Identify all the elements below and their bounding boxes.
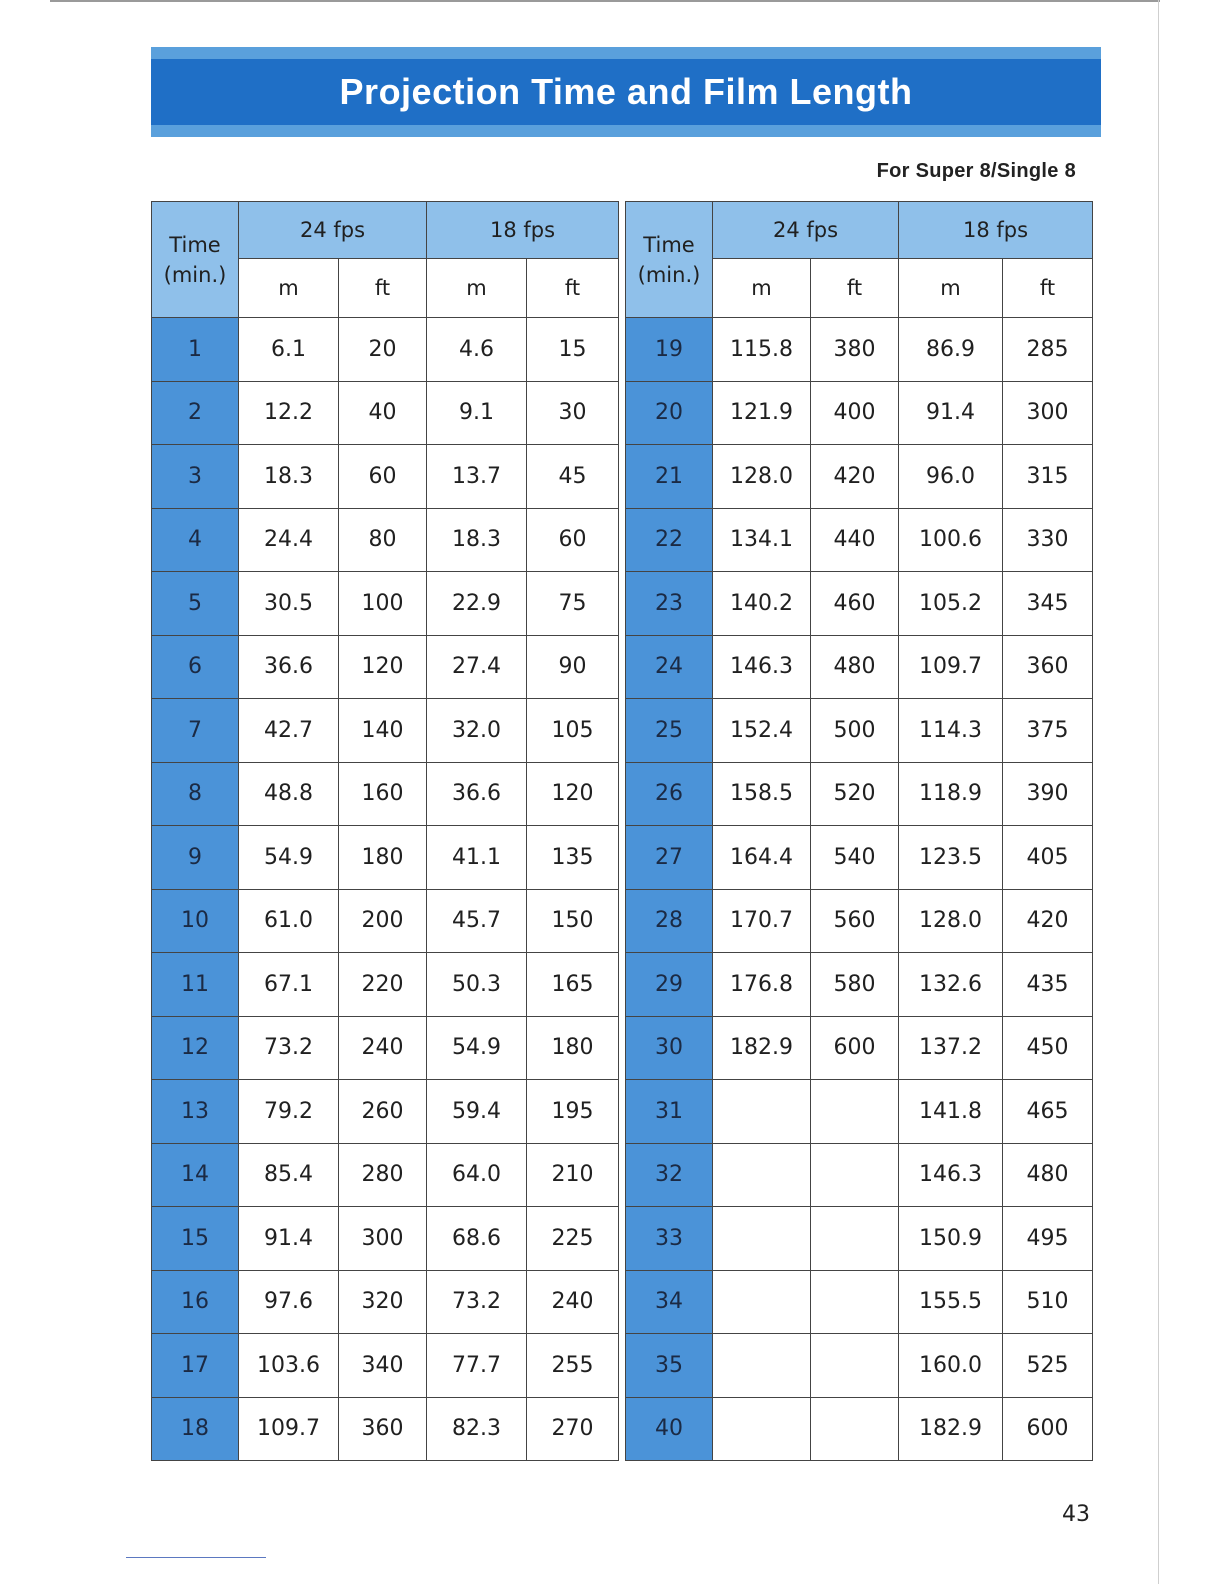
time-cell: 31 bbox=[626, 1080, 713, 1144]
fps18-ft-cell: 225 bbox=[527, 1207, 619, 1271]
time-header-label: Time bbox=[169, 232, 221, 257]
fps24-ft-header: ft bbox=[811, 259, 899, 318]
fps24-ft-cell: 520 bbox=[811, 762, 899, 826]
fps18-m-cell: 150.9 bbox=[899, 1207, 1003, 1271]
time-cell: 29 bbox=[626, 953, 713, 1017]
fps24-ft-cell: 580 bbox=[811, 953, 899, 1017]
fps24-ft-cell: 480 bbox=[811, 635, 899, 699]
fps18-m-cell: 137.2 bbox=[899, 1016, 1003, 1080]
fps18-m-cell: 9.1 bbox=[427, 381, 527, 445]
table-row bbox=[626, 1207, 1093, 1271]
table-row bbox=[152, 1080, 619, 1144]
fps24-ft-cell: 100 bbox=[339, 572, 427, 636]
fps18-ft-cell: 390 bbox=[1003, 762, 1093, 826]
fps24-ft-cell: 40 bbox=[339, 381, 427, 445]
table-row bbox=[626, 953, 1093, 1017]
fps18-ft-cell: 480 bbox=[1003, 1143, 1093, 1207]
title-banner bbox=[151, 47, 1101, 137]
fps24-ft-cell: 180 bbox=[339, 826, 427, 890]
fps24-m-cell: 109.7 bbox=[239, 1397, 339, 1461]
fps18-ft-cell: 435 bbox=[1003, 953, 1093, 1017]
fps18-ft-cell: 510 bbox=[1003, 1270, 1093, 1334]
time-cell: 34 bbox=[626, 1270, 713, 1334]
fps24-m-cell: 24.4 bbox=[239, 508, 339, 572]
fps18-m-cell: 118.9 bbox=[899, 762, 1003, 826]
fps24-m-cell: 54.9 bbox=[239, 826, 339, 890]
fps18-ft-cell: 165 bbox=[527, 953, 619, 1017]
time-cell: 15 bbox=[152, 1207, 239, 1271]
table-row bbox=[152, 318, 619, 382]
fps24-m-cell: 140.2 bbox=[713, 572, 811, 636]
fps18-ft-cell: 120 bbox=[527, 762, 619, 826]
fps24-ft-cell: 320 bbox=[339, 1270, 427, 1334]
fps18-ft-cell: 180 bbox=[527, 1016, 619, 1080]
fps18-ft-cell: 600 bbox=[1003, 1397, 1093, 1461]
top-rule bbox=[50, 0, 1160, 2]
fps18-m-cell: 123.5 bbox=[899, 826, 1003, 890]
fps24-ft-header: ft bbox=[339, 259, 427, 318]
fps24-m-header: m bbox=[239, 259, 339, 318]
table-row bbox=[626, 1143, 1093, 1207]
page-number: 43 bbox=[1062, 1502, 1090, 1527]
table-row bbox=[626, 1016, 1093, 1080]
time-cell: 12 bbox=[152, 1016, 239, 1080]
fps24-m-cell bbox=[713, 1334, 811, 1398]
fps24-m-cell: 18.3 bbox=[239, 445, 339, 509]
time-cell: 19 bbox=[626, 318, 713, 382]
time-cell: 4 bbox=[152, 508, 239, 572]
table-row bbox=[626, 762, 1093, 826]
fps24-m-cell bbox=[713, 1397, 811, 1461]
fps24-ft-cell bbox=[811, 1080, 899, 1144]
time-cell: 21 bbox=[626, 445, 713, 509]
fps24-ft-cell: 460 bbox=[811, 572, 899, 636]
fps24-m-cell: 146.3 bbox=[713, 635, 811, 699]
format-subtitle: For Super 8/Single 8 bbox=[876, 160, 1076, 182]
fps18-ft-cell: 30 bbox=[527, 381, 619, 445]
fps24-m-cell: 164.4 bbox=[713, 826, 811, 890]
fps18-m-cell: 160.0 bbox=[899, 1334, 1003, 1398]
fps24-m-cell bbox=[713, 1143, 811, 1207]
time-cell: 13 bbox=[152, 1080, 239, 1144]
fps18-m-cell: 132.6 bbox=[899, 953, 1003, 1017]
fps18-m-cell: 13.7 bbox=[427, 445, 527, 509]
fps24-m-cell: 73.2 bbox=[239, 1016, 339, 1080]
table-row bbox=[626, 445, 1093, 509]
fps18-ft-cell: 495 bbox=[1003, 1207, 1093, 1271]
time-cell: 14 bbox=[152, 1143, 239, 1207]
fps24-ft-cell: 60 bbox=[339, 445, 427, 509]
fps18-ft-cell: 285 bbox=[1003, 318, 1093, 382]
fps24-ft-cell: 340 bbox=[339, 1334, 427, 1398]
fps18-ft-cell: 45 bbox=[527, 445, 619, 509]
time-cell: 2 bbox=[152, 381, 239, 445]
fps24-ft-cell: 240 bbox=[339, 1016, 427, 1080]
fps24-ft-cell: 140 bbox=[339, 699, 427, 763]
fps18-m-cell: 77.7 bbox=[427, 1334, 527, 1398]
fps24-m-cell bbox=[713, 1080, 811, 1144]
table-row bbox=[626, 1397, 1093, 1461]
fps24-m-cell: 12.2 bbox=[239, 381, 339, 445]
time-cell: 27 bbox=[626, 826, 713, 890]
fps18-m-cell: 50.3 bbox=[427, 953, 527, 1017]
fps18-ft-cell: 375 bbox=[1003, 699, 1093, 763]
time-header bbox=[626, 202, 713, 318]
fps24-m-cell: 152.4 bbox=[713, 699, 811, 763]
fps24-ft-cell bbox=[811, 1143, 899, 1207]
fps18-ft-cell: 15 bbox=[527, 318, 619, 382]
fps24-m-cell: 115.8 bbox=[713, 318, 811, 382]
fps24-ft-cell: 500 bbox=[811, 699, 899, 763]
time-cell: 11 bbox=[152, 953, 239, 1017]
time-cell: 25 bbox=[626, 699, 713, 763]
table-row bbox=[626, 1334, 1093, 1398]
fps24-ft-cell: 560 bbox=[811, 889, 899, 953]
fps18-ft-cell: 240 bbox=[527, 1270, 619, 1334]
fps18-m-cell: 82.3 bbox=[427, 1397, 527, 1461]
fps24-ft-cell: 400 bbox=[811, 381, 899, 445]
time-cell: 7 bbox=[152, 699, 239, 763]
fps18-m-cell: 32.0 bbox=[427, 699, 527, 763]
fps24-m-cell: 42.7 bbox=[239, 699, 339, 763]
left-table-body bbox=[152, 318, 619, 1461]
table-row bbox=[152, 635, 619, 699]
fps18-m-cell: 96.0 bbox=[899, 445, 1003, 509]
time-cell: 16 bbox=[152, 1270, 239, 1334]
time-cell: 5 bbox=[152, 572, 239, 636]
table-row bbox=[152, 508, 619, 572]
fps18-ft-cell: 255 bbox=[527, 1334, 619, 1398]
fps18-ft-cell: 420 bbox=[1003, 889, 1093, 953]
fps18-m-cell: 59.4 bbox=[427, 1080, 527, 1144]
fps24-m-cell: 121.9 bbox=[713, 381, 811, 445]
fps18-m-cell: 18.3 bbox=[427, 508, 527, 572]
table-row bbox=[152, 381, 619, 445]
projection-table-right bbox=[625, 201, 1093, 1461]
table-row bbox=[152, 1397, 619, 1461]
time-header bbox=[152, 202, 239, 318]
fps24-ft-cell bbox=[811, 1397, 899, 1461]
fps18-ft-cell: 195 bbox=[527, 1080, 619, 1144]
fps24-m-cell bbox=[713, 1270, 811, 1334]
time-cell: 28 bbox=[626, 889, 713, 953]
fps18-m-cell: 91.4 bbox=[899, 381, 1003, 445]
time-cell: 20 bbox=[626, 381, 713, 445]
page-title: Projection Time and Film Length bbox=[339, 71, 913, 112]
table-row bbox=[626, 1270, 1093, 1334]
fps18-m-cell: 109.7 bbox=[899, 635, 1003, 699]
fps24-header: 24 fps bbox=[239, 202, 427, 259]
fps24-m-cell: 128.0 bbox=[713, 445, 811, 509]
right-table-body bbox=[626, 318, 1093, 1461]
fps18-m-cell: 100.6 bbox=[899, 508, 1003, 572]
fps18-ft-cell: 75 bbox=[527, 572, 619, 636]
time-cell: 6 bbox=[152, 635, 239, 699]
fps24-m-cell: 6.1 bbox=[239, 318, 339, 382]
time-cell: 30 bbox=[626, 1016, 713, 1080]
fps24-ft-cell: 300 bbox=[339, 1207, 427, 1271]
fps24-ft-cell: 160 bbox=[339, 762, 427, 826]
time-cell: 1 bbox=[152, 318, 239, 382]
fps18-m-cell: 146.3 bbox=[899, 1143, 1003, 1207]
fps24-m-cell: 67.1 bbox=[239, 953, 339, 1017]
fps18-ft-cell: 300 bbox=[1003, 381, 1093, 445]
fps18-ft-cell: 345 bbox=[1003, 572, 1093, 636]
table-row bbox=[626, 699, 1093, 763]
fps18-m-cell: 105.2 bbox=[899, 572, 1003, 636]
time-header-unit: (min.) bbox=[163, 262, 227, 287]
fps18-ft-cell: 60 bbox=[527, 508, 619, 572]
fps18-ft-cell: 270 bbox=[527, 1397, 619, 1461]
fps18-ft-cell: 315 bbox=[1003, 445, 1093, 509]
fps24-ft-cell: 280 bbox=[339, 1143, 427, 1207]
fps18-ft-cell: 465 bbox=[1003, 1080, 1093, 1144]
time-cell: 18 bbox=[152, 1397, 239, 1461]
fps24-ft-cell: 540 bbox=[811, 826, 899, 890]
fps24-m-cell: 176.8 bbox=[713, 953, 811, 1017]
fps24-m-cell: 182.9 bbox=[713, 1016, 811, 1080]
fps18-ft-cell: 90 bbox=[527, 635, 619, 699]
table-row bbox=[152, 572, 619, 636]
table-row bbox=[626, 635, 1093, 699]
table-row bbox=[152, 762, 619, 826]
fps18-ft-cell: 450 bbox=[1003, 1016, 1093, 1080]
time-cell: 26 bbox=[626, 762, 713, 826]
fps18-ft-cell: 105 bbox=[527, 699, 619, 763]
fps24-ft-cell bbox=[811, 1207, 899, 1271]
table-row bbox=[152, 1270, 619, 1334]
fps18-ft-cell: 210 bbox=[527, 1143, 619, 1207]
projection-table-left bbox=[151, 201, 619, 1461]
time-cell: 8 bbox=[152, 762, 239, 826]
fps18-m-cell: 114.3 bbox=[899, 699, 1003, 763]
fps18-m-cell: 182.9 bbox=[899, 1397, 1003, 1461]
fps24-m-cell: 85.4 bbox=[239, 1143, 339, 1207]
table-row bbox=[626, 318, 1093, 382]
fps24-m-cell: 103.6 bbox=[239, 1334, 339, 1398]
fps18-m-cell: 36.6 bbox=[427, 762, 527, 826]
time-cell: 40 bbox=[626, 1397, 713, 1461]
table-row bbox=[152, 1016, 619, 1080]
fps24-ft-cell bbox=[811, 1270, 899, 1334]
fps18-m-cell: 22.9 bbox=[427, 572, 527, 636]
fps18-ft-header: ft bbox=[1003, 259, 1093, 318]
fps18-m-cell: 128.0 bbox=[899, 889, 1003, 953]
time-cell: 35 bbox=[626, 1334, 713, 1398]
fps24-m-cell: 48.8 bbox=[239, 762, 339, 826]
fps24-ft-cell: 220 bbox=[339, 953, 427, 1017]
fps18-m-cell: 86.9 bbox=[899, 318, 1003, 382]
fps24-m-cell: 61.0 bbox=[239, 889, 339, 953]
fps18-ft-cell: 135 bbox=[527, 826, 619, 890]
fps24-ft-cell: 420 bbox=[811, 445, 899, 509]
table-row bbox=[626, 508, 1093, 572]
fps24-ft-cell: 440 bbox=[811, 508, 899, 572]
fps18-m-cell: 54.9 bbox=[427, 1016, 527, 1080]
time-cell: 23 bbox=[626, 572, 713, 636]
fps24-m-cell: 30.5 bbox=[239, 572, 339, 636]
table-row bbox=[626, 1080, 1093, 1144]
time-header-label: Time bbox=[643, 232, 695, 257]
table-row bbox=[626, 889, 1093, 953]
time-cell: 10 bbox=[152, 889, 239, 953]
fps24-ft-cell: 20 bbox=[339, 318, 427, 382]
time-header-unit: (min.) bbox=[637, 262, 701, 287]
fps18-m-cell: 68.6 bbox=[427, 1207, 527, 1271]
fps18-header: 18 fps bbox=[427, 202, 619, 259]
table-row bbox=[152, 1334, 619, 1398]
time-cell: 3 bbox=[152, 445, 239, 509]
fps18-ft-cell: 150 bbox=[527, 889, 619, 953]
time-cell: 17 bbox=[152, 1334, 239, 1398]
time-cell: 33 bbox=[626, 1207, 713, 1271]
fps18-m-cell: 155.5 bbox=[899, 1270, 1003, 1334]
fps24-m-cell bbox=[713, 1207, 811, 1271]
fps24-m-cell: 97.6 bbox=[239, 1270, 339, 1334]
fps18-ft-header: ft bbox=[527, 259, 619, 318]
fps24-m-cell: 158.5 bbox=[713, 762, 811, 826]
table-row bbox=[626, 381, 1093, 445]
fps24-m-cell: 91.4 bbox=[239, 1207, 339, 1271]
fps18-ft-cell: 330 bbox=[1003, 508, 1093, 572]
fps18-m-cell: 141.8 bbox=[899, 1080, 1003, 1144]
table-row bbox=[152, 826, 619, 890]
fps18-m-header: m bbox=[427, 259, 527, 318]
fps24-ft-cell: 380 bbox=[811, 318, 899, 382]
fps24-ft-cell: 260 bbox=[339, 1080, 427, 1144]
fps24-m-header: m bbox=[713, 259, 811, 318]
fps24-m-cell: 36.6 bbox=[239, 635, 339, 699]
fps24-ft-cell bbox=[811, 1334, 899, 1398]
fps18-ft-cell: 525 bbox=[1003, 1334, 1093, 1398]
fps18-m-cell: 64.0 bbox=[427, 1143, 527, 1207]
table-row bbox=[152, 889, 619, 953]
fps18-ft-cell: 405 bbox=[1003, 826, 1093, 890]
fps24-ft-cell: 200 bbox=[339, 889, 427, 953]
page-edge bbox=[1158, 0, 1159, 1584]
time-cell: 24 bbox=[626, 635, 713, 699]
fps24-ft-cell: 80 bbox=[339, 508, 427, 572]
table-row bbox=[152, 699, 619, 763]
fps18-m-cell: 45.7 bbox=[427, 889, 527, 953]
table-row bbox=[626, 572, 1093, 636]
fps24-m-cell: 170.7 bbox=[713, 889, 811, 953]
fps24-header: 24 fps bbox=[713, 202, 899, 259]
table-row bbox=[152, 445, 619, 509]
table-row bbox=[152, 953, 619, 1017]
fps24-ft-cell: 120 bbox=[339, 635, 427, 699]
fps18-header: 18 fps bbox=[899, 202, 1093, 259]
fps18-m-cell: 73.2 bbox=[427, 1270, 527, 1334]
fps18-m-cell: 4.6 bbox=[427, 318, 527, 382]
footnote-rule bbox=[126, 1557, 266, 1558]
time-cell: 22 bbox=[626, 508, 713, 572]
fps24-m-cell: 79.2 bbox=[239, 1080, 339, 1144]
fps18-m-cell: 27.4 bbox=[427, 635, 527, 699]
time-cell: 32 bbox=[626, 1143, 713, 1207]
fps24-ft-cell: 360 bbox=[339, 1397, 427, 1461]
table-row bbox=[152, 1207, 619, 1271]
fps18-m-cell: 41.1 bbox=[427, 826, 527, 890]
fps18-m-header: m bbox=[899, 259, 1003, 318]
time-cell: 9 bbox=[152, 826, 239, 890]
fps24-m-cell: 134.1 bbox=[713, 508, 811, 572]
fps18-ft-cell: 360 bbox=[1003, 635, 1093, 699]
table-row bbox=[152, 1143, 619, 1207]
table-row bbox=[626, 826, 1093, 890]
fps24-ft-cell: 600 bbox=[811, 1016, 899, 1080]
